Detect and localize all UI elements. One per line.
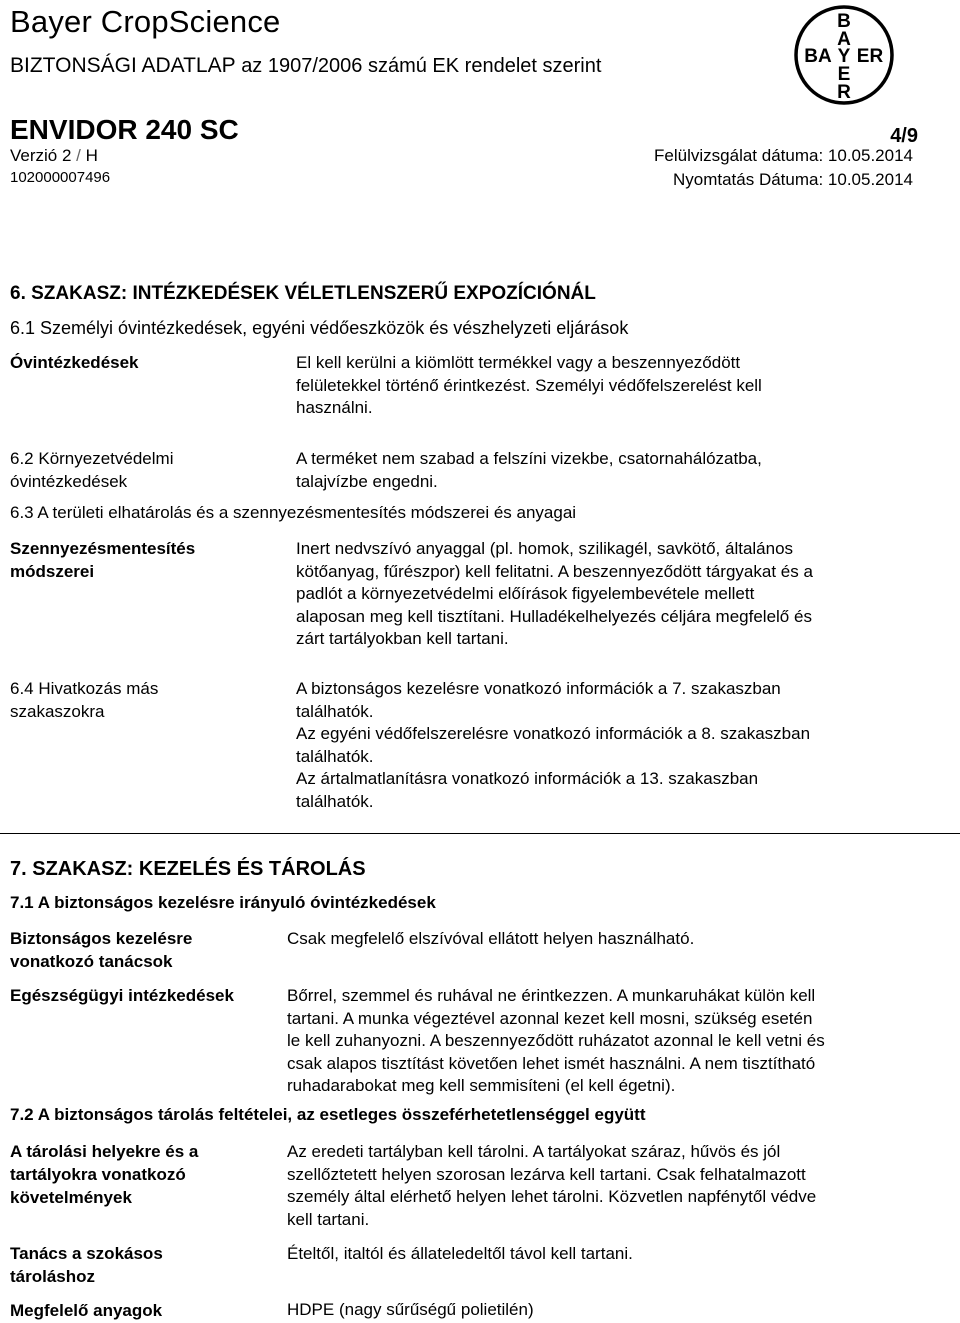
label-line: tároláshoz bbox=[10, 1267, 96, 1286]
hygiene-measures-text bbox=[287, 985, 907, 1098]
cleanup-methods-text bbox=[296, 538, 896, 651]
text-line: A biztonságos kezelésre vonatkozó információk a 7. szakaszban bbox=[296, 679, 781, 698]
precautions-label: Óvintézkedések bbox=[10, 353, 139, 372]
common-storage-text bbox=[287, 1243, 907, 1266]
logo-letters-ba: BA bbox=[804, 46, 832, 67]
page-number: 4/9 bbox=[890, 125, 918, 147]
suitable-materials-text bbox=[287, 1299, 907, 1322]
company-name: Bayer CropScience bbox=[10, 4, 281, 39]
text-line: találhatók. bbox=[296, 701, 374, 721]
text-line: zárt tartályokban kell tartani. bbox=[296, 629, 509, 649]
version-label: Verzió 2 bbox=[10, 146, 72, 165]
label-line: követelmények bbox=[10, 1188, 132, 1207]
text-line: kell tartani. bbox=[287, 1209, 370, 1229]
print-date: Nyomtatás Dátuma: 10.05.2014 bbox=[672, 170, 913, 189]
label-line: módszerei bbox=[10, 562, 95, 581]
text-line: padlót a környezetvédelmi előírások figyelembevétele mellett bbox=[296, 584, 755, 604]
logo-letter-y: Y bbox=[837, 46, 851, 67]
bayer-cross-logo bbox=[793, 4, 895, 106]
label-line: tartályokra vonatkozó bbox=[10, 1165, 186, 1184]
cleanup-methods-label bbox=[10, 537, 195, 583]
text-line: HDPE (nagy sűrűségű polietilén) bbox=[287, 1300, 534, 1319]
suitable-materials-label: Megfelelő anyagok bbox=[10, 1301, 163, 1320]
section-7-2-title: 7.2 A biztonságos tárolás feltételei, az esetleges összeférhetetlenséggel együtt bbox=[10, 1105, 646, 1124]
common-storage-label bbox=[10, 1242, 163, 1288]
text-line: személy által elérhető helyen lehet tárolni. Közvetlen napfénytől védve bbox=[287, 1187, 817, 1207]
references-text bbox=[296, 678, 896, 814]
logo-letter-a: A bbox=[837, 29, 851, 50]
label-line: Szennyezésmentesítés bbox=[10, 539, 196, 558]
version-info bbox=[10, 146, 98, 166]
text-line: találhatók. bbox=[296, 746, 374, 766]
text-line: ruhadarabokat meg kell semmisíteni (el kell égetni). bbox=[287, 1076, 676, 1096]
section-6-3-title: 6.3 A területi elhatárolás és a szennyezésmentesítés módszerei és anyagai bbox=[10, 503, 577, 522]
section-7-title: 7. SZAKASZ: KEZELÉS ÉS TÁROLÁS bbox=[10, 858, 366, 880]
section-7-1-title: 7.1 A biztonságos kezelésre irányuló óvintézkedések bbox=[10, 893, 436, 912]
safe-handling-label bbox=[10, 927, 192, 973]
precautions-text bbox=[296, 352, 896, 420]
logo-letter-b: B bbox=[837, 11, 851, 32]
environmental-precautions-text bbox=[296, 448, 896, 493]
text-line: használni. bbox=[296, 398, 373, 418]
label-line: vonatkozó tanácsok bbox=[10, 952, 173, 971]
text-line: talajvízbe engedni. bbox=[296, 471, 438, 491]
text-line: le kell zuhanyozni. A beszennyeződött ruházatot azonnal le kell vetni és bbox=[287, 1031, 825, 1051]
text-line: szellőztetett helyen szorosan lezárva kell tartani. Csak felhatalmazott bbox=[287, 1164, 806, 1184]
section-6-title: 6. SZAKASZ: INTÉZKEDÉSEK VÉLETLENSZERŰ EXPOZÍCIÓNÁL bbox=[10, 283, 596, 304]
text-line: találhatók. bbox=[296, 791, 374, 811]
label-line: 6.4 Hivatkozás más bbox=[10, 679, 159, 698]
text-line: kötőanyag, fűrészpor) kell felitatni. A beszennyeződött tárgyakat és a bbox=[296, 561, 813, 581]
label-line: Tanács a szokásos bbox=[10, 1244, 163, 1263]
logo-letter-e: E bbox=[837, 64, 851, 85]
label-line: Biztonságos kezelésre bbox=[10, 929, 193, 948]
text-line: A terméket nem szabad a felszíni vizekbe, csatornahálózatba, bbox=[296, 449, 762, 468]
text-line: Az eredeti tartályban kell tárolni. A tartályokat száraz, hűvös és jól bbox=[287, 1142, 781, 1161]
text-line: csak alapos tisztítást követően lehet ismét használni. A nem tisztítható bbox=[287, 1053, 816, 1073]
hygiene-measures-label: Egészségügyi intézkedések bbox=[10, 986, 234, 1005]
document-title bbox=[10, 54, 601, 78]
label-line: 6.2 Környezetvédelmi bbox=[10, 449, 174, 468]
text-line: El kell kerülni a kiömlött termékkel vagy a beszennyeződött bbox=[296, 353, 741, 372]
product-name: ENVIDOR 240 SC bbox=[10, 114, 239, 145]
label-line: óvintézkedések bbox=[10, 472, 128, 491]
text-line: felületekkel történő érintkezést. Személyi védőfelszerelést kell bbox=[296, 375, 762, 395]
revision-date: Felülvizsgálat dátuma: 10.05.2014 bbox=[654, 146, 913, 165]
section-6-1-title: 6.1 Személyi óvintézkedések, egyéni védőeszközök és vészhelyzeti eljárások bbox=[10, 318, 629, 338]
text-line: Az egyéni védőfelszerelésre vonatkozó információk a 8. szakaszban bbox=[296, 724, 811, 744]
text-line: Ételtől, italtól és állateledeltől távol kell tartani. bbox=[287, 1244, 633, 1263]
text-line: tartani. A munka végeztével azonnal kezet kell mosni, szükség esetén bbox=[287, 1008, 813, 1028]
version-language: H bbox=[85, 146, 98, 165]
section-divider bbox=[0, 833, 960, 834]
sds-label: BIZTONSÁGI ADATLAP bbox=[10, 54, 236, 77]
text-line: Inert nedvszívó anyaggal (pl. homok, szilikagél, savkötő, általános bbox=[296, 539, 794, 558]
logo-letter-r: R bbox=[837, 82, 851, 103]
regulation-text: az 1907/2006 számú EK rendelet szerint bbox=[241, 55, 602, 77]
environmental-precautions-label bbox=[10, 447, 173, 493]
product-number: 102000007496 bbox=[10, 169, 111, 186]
text-line: Az ártalmatlanításra vonatkozó információk a 13. szakaszban bbox=[296, 769, 759, 789]
version-separator: / bbox=[76, 146, 81, 165]
storage-requirements-text bbox=[287, 1141, 907, 1231]
logo-letters-er: ER bbox=[856, 46, 884, 67]
text-line: Bőrrel, szemmel és ruhával ne érintkezzen. A munkaruhákat külön kell bbox=[287, 986, 816, 1005]
label-line: szakaszokra bbox=[10, 702, 105, 721]
text-line: Csak megfelelő elszívóval ellátott helyen használható. bbox=[287, 929, 695, 948]
references-label bbox=[10, 677, 158, 723]
storage-requirements-label bbox=[10, 1140, 198, 1209]
safe-handling-text bbox=[287, 928, 907, 951]
label-line: A tárolási helyekre és a bbox=[10, 1142, 199, 1161]
text-line: alaposan meg kell tisztítani. Hulladékelhelyezés céljára megfelelő és bbox=[296, 606, 812, 626]
